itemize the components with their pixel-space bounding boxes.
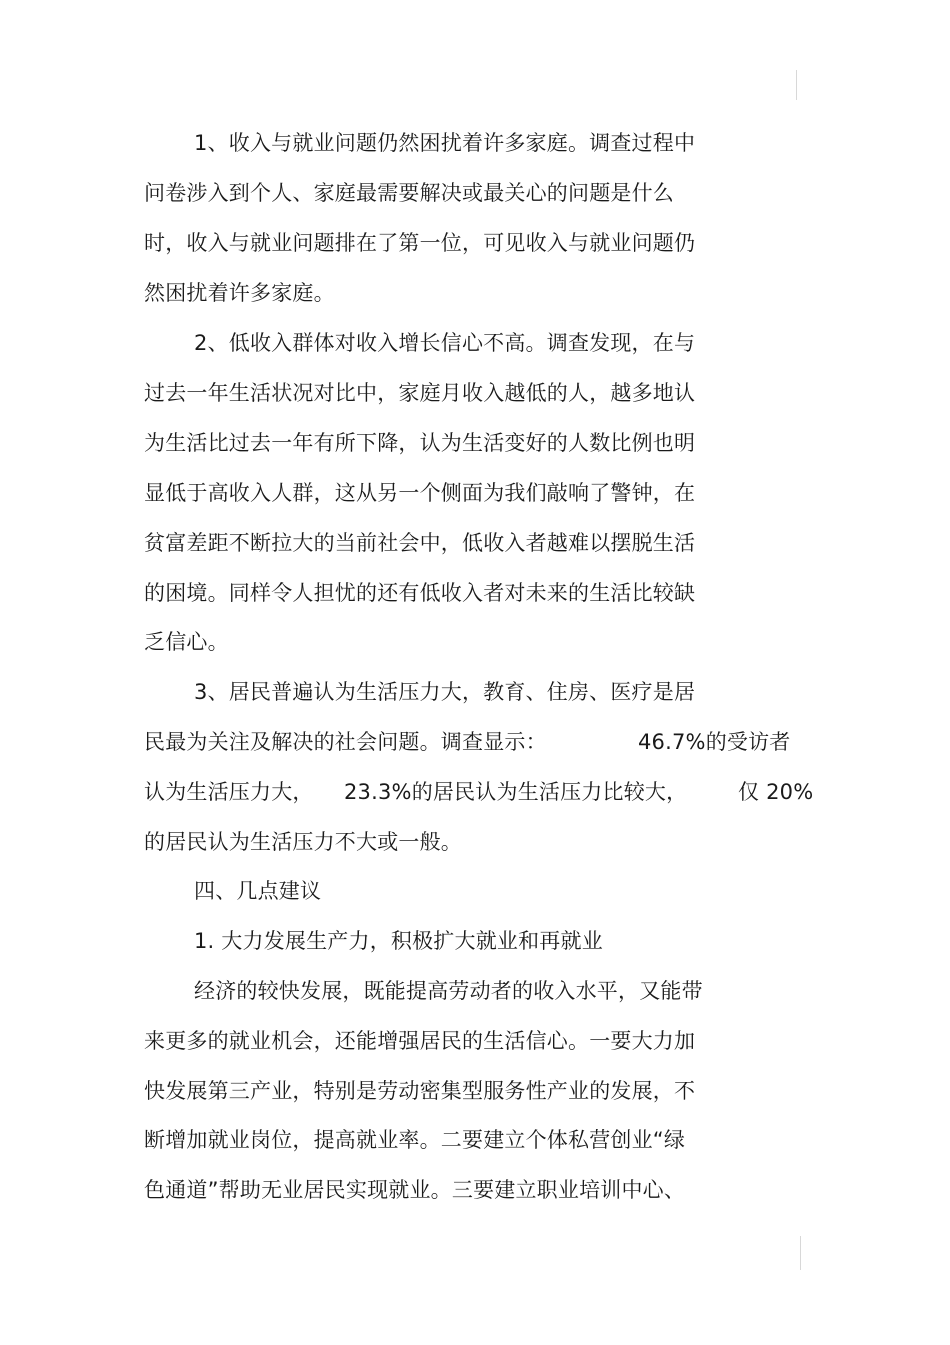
paragraph-line-stat: 23.3%的居民认为生活压力比较大， xyxy=(344,780,688,804)
paragraph-line: 民最为关注及解决的社会问题。调查显示： xyxy=(144,730,547,754)
paragraph-line: 1、收入与就业问题仍然困扰着许多家庭。调查过程中 xyxy=(194,131,696,155)
section-heading: 四、几点建议 xyxy=(194,879,322,903)
paragraph-line: 贫富差距不断拉大的当前社会中，低收入者越难以摆脱生活 xyxy=(144,531,696,555)
top-right-margin-mark xyxy=(796,70,797,100)
paragraph-line: 显低于高收入人群，这从另一个侧面为我们敲响了警钟，在 xyxy=(144,481,696,505)
paragraph-line: 认为生活压力大， xyxy=(144,780,314,804)
paragraph-line: 经济的较快发展，既能提高劳动者的收入水平，又能带 xyxy=(194,979,703,1003)
paragraph-line: 过去一年生活状况对比中，家庭月收入越低的人，越多地认 xyxy=(144,381,696,405)
paragraph-line: 乏信心。 xyxy=(144,630,229,654)
bottom-right-margin-mark xyxy=(800,1236,801,1270)
paragraph-line: 3、居民普遍认为生活压力大，教育、住房、医疗是居 xyxy=(194,680,696,704)
paragraph-line: 然困扰着许多家庭。 xyxy=(144,281,335,305)
paragraph-line: 时，收入与就业问题排在了第一位，可见收入与就业问题仍 xyxy=(144,231,696,255)
paragraph-line: 问卷涉入到个人、家庭最需要解决或最关心的问题是什么 xyxy=(144,181,674,205)
subsection-heading: 1. 大力发展生产力，积极扩大就业和再就业 xyxy=(194,929,603,953)
paragraph-line: 断增加就业岗位，提高就业率。二要建立个体私营创业“绿 xyxy=(144,1128,686,1152)
paragraph-line: 快发展第三产业，特别是劳动密集型服务性产业的发展，不 xyxy=(144,1079,696,1103)
paragraph-line: 2、低收入群体对收入增长信心不高。调查发现，在与 xyxy=(194,331,696,355)
paragraph-line: 为生活比过去一年有所下降，认为生活变好的人数比例也明 xyxy=(144,431,696,455)
paragraph-line-stat: 46.7%的受访者 xyxy=(638,730,791,754)
paragraph-line: 色通道”帮助无业居民实现就业。三要建立职业培训中心、 xyxy=(144,1178,686,1202)
paragraph-line: 来更多的就业机会，还能增强居民的生活信心。一要大力加 xyxy=(144,1029,696,1053)
paragraph-line: 的居民认为生活压力不大或一般。 xyxy=(144,830,462,854)
paragraph-line: 的困境。同样令人担忧的还有低收入者对未来的生活比较缺 xyxy=(144,581,696,605)
paragraph-line-stat: 仅 20% xyxy=(738,780,814,804)
